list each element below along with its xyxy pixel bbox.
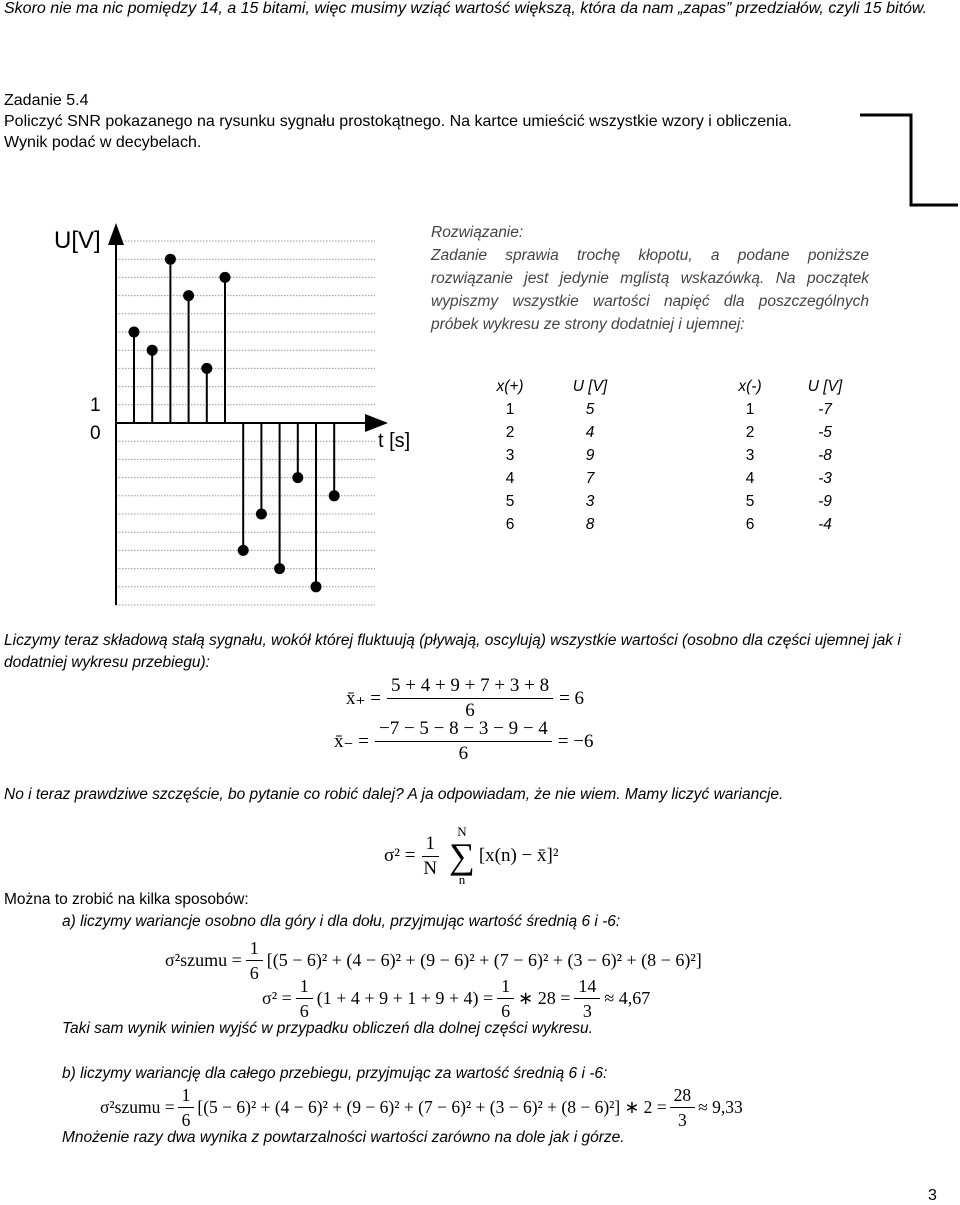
stem-marker bbox=[220, 272, 231, 283]
paragraph-methods: Można to zrobić na kilka sposobów: bbox=[4, 891, 249, 908]
mean-minus-denominator: 6 bbox=[458, 743, 469, 764]
mean-minus-rhs: = −6 bbox=[557, 730, 594, 752]
task-block bbox=[4, 90, 792, 153]
table-cell: 6 bbox=[745, 516, 755, 533]
table-cell: 3 bbox=[745, 447, 755, 464]
task-line-1: Policzyć SNR pokazanego na rysunku sygnału prostokątnego. Na kartce umieścić wszystkie wzory i obliczenia. bbox=[4, 113, 792, 130]
mean-plus-numerator: 5 + 4 + 9 + 7 + 3 + 8 bbox=[387, 674, 553, 699]
eq-a2-product: ∗ 28 = bbox=[518, 988, 571, 1008]
variance-lhs: σ² = bbox=[384, 845, 416, 866]
stem-marker bbox=[256, 509, 267, 520]
eq-a2-sum: (1 + 4 + 9 + 1 + 9 + 4) = bbox=[316, 988, 494, 1008]
paragraph-lower-part: Taki sam wynik winien wyjść w przypadku obliczeń dla dolnej części wykresu. bbox=[62, 1020, 593, 1037]
equation-mean-minus bbox=[334, 717, 593, 766]
eq-a1-lhs: σ²szumu = bbox=[165, 950, 242, 970]
sum-lower-limit: n bbox=[458, 872, 466, 887]
variance-body: [x(n) − x̄]² bbox=[478, 845, 559, 866]
eq-a1-denominator: 6 bbox=[249, 963, 259, 983]
task-title: Zadanie 5.4 bbox=[4, 92, 89, 109]
table-header-cell: U [V] bbox=[807, 378, 843, 395]
tick-label-0: 0 bbox=[90, 423, 101, 444]
y-axis-arrow bbox=[108, 223, 124, 245]
stem-marker bbox=[201, 363, 212, 374]
solution-text: Zadanie sprawia trochę kłopotu, a podane poniższe rozwiązanie jest jedynie mglistą wskazówką. Na początek wypiszmy wszystkie wartości napięć dla poszczególnych próbek wykresu ze strony dodatniej i ujemnej: bbox=[431, 247, 869, 333]
table-cell: 5 bbox=[505, 493, 515, 510]
stem-marker bbox=[329, 490, 340, 501]
eq-a2-numerator-3: 14 bbox=[574, 974, 600, 999]
table-cell: -5 bbox=[818, 424, 832, 441]
eq-b-denominator-2: 3 bbox=[678, 1110, 687, 1130]
equation-b bbox=[100, 1083, 743, 1132]
eq-a2-lhs: σ² = bbox=[262, 988, 292, 1008]
mean-plus-rhs: = 6 bbox=[559, 687, 585, 709]
eq-b-lhs: σ²szumu = bbox=[100, 1097, 175, 1117]
eq-a1-numerator: 1 bbox=[246, 936, 263, 961]
table-cell: -7 bbox=[818, 401, 832, 418]
table-header-cell: U [V] bbox=[572, 378, 608, 395]
eq-b-numerator: 1 bbox=[178, 1083, 195, 1108]
eq-b-body: [(5 − 6)² + (4 − 6)² + (9 − 6)² + (7 − 6)² + (3 − 6)² + (8 − 6)²] ∗ 2 = bbox=[197, 1097, 667, 1117]
table-cell: 1 bbox=[505, 401, 515, 418]
equation-variance bbox=[384, 825, 559, 887]
eq-b-numerator-2: 28 bbox=[670, 1083, 696, 1108]
stem-marker bbox=[165, 254, 176, 265]
solution-block bbox=[431, 221, 869, 336]
option-a-text: a) liczymy wariancje osobno dla góry i dla dołu, przyjmując wartość średnią 6 i -6: bbox=[62, 913, 621, 930]
mean-plus-denominator: 6 bbox=[465, 700, 475, 721]
table-cell: 5 bbox=[585, 401, 595, 418]
eq-b-denominator: 6 bbox=[181, 1110, 191, 1130]
task-line-2: Wynik podać w decybelach. bbox=[4, 134, 202, 151]
option-b-text: b) liczymy wariancję dla całego przebiegu, przyjmując za wartość średnią 6 i -6: bbox=[62, 1065, 608, 1082]
table-cell: 3 bbox=[585, 493, 595, 510]
table-cell: 2 bbox=[505, 424, 515, 441]
y-axis-label: U[V] bbox=[54, 227, 101, 254]
eq-a2-denominator: 6 bbox=[299, 1001, 309, 1021]
stem-plot bbox=[50, 215, 430, 610]
eq-a2-denominator-2: 6 bbox=[501, 1001, 511, 1021]
sum-symbol: N ∑ n bbox=[449, 824, 475, 887]
values-table bbox=[495, 378, 895, 558]
table-cell: -4 bbox=[818, 516, 832, 533]
eq-a2-numerator: 1 bbox=[296, 974, 313, 999]
eq-a2-denominator-3: 3 bbox=[582, 1001, 592, 1021]
table-cell: 7 bbox=[585, 470, 595, 487]
mean-minus-lhs: x̄₋ = bbox=[334, 731, 369, 752]
table-header-cell: x(-) bbox=[738, 378, 762, 395]
stem-marker bbox=[311, 581, 322, 592]
eq-b-result: ≈ 9,33 bbox=[698, 1097, 743, 1117]
variance-denominator: N bbox=[423, 857, 438, 879]
mean-minus-numerator: −7 − 5 − 8 − 3 − 9 − 4 bbox=[375, 717, 552, 742]
table-cell: 4 bbox=[585, 424, 595, 441]
eq-a1-body: [(5 − 6)² + (4 − 6)² + (9 − 6)² + (7 − 6)² + (3 − 6)² + (8 − 6)²] bbox=[266, 950, 702, 970]
eq-a2-result: ≈ 4,67 bbox=[604, 988, 651, 1008]
table-cell: 6 bbox=[505, 516, 515, 533]
tick-label-1: 1 bbox=[90, 395, 101, 416]
table-cell: 3 bbox=[505, 447, 515, 464]
rectangular-signal-icon bbox=[855, 108, 960, 212]
stem-marker bbox=[129, 327, 140, 338]
sum-upper-limit: N bbox=[457, 824, 467, 839]
table-cell: -9 bbox=[818, 493, 832, 510]
paragraph-doubling: Mnożenie razy dwa wynika z powtarzalności wartości zarówno na dole jak i górze. bbox=[62, 1129, 625, 1146]
stem-marker bbox=[147, 345, 158, 356]
mean-plus-lhs: x̄₊ = bbox=[346, 688, 381, 709]
variance-numerator: 1 bbox=[422, 832, 440, 857]
table-cell: 1 bbox=[745, 401, 755, 418]
stem-marker bbox=[274, 563, 285, 574]
page-number: 3 bbox=[928, 1187, 937, 1204]
paragraph-dc-component: Liczymy teraz składową stałą sygnału, wokół której fluktuują (pływają, oscylują) wszystkie wartości (osobno dla części ujemnej jak i dodatniej wykresu przebiegu): bbox=[4, 632, 901, 671]
table-cell: 4 bbox=[505, 470, 515, 487]
stem-marker bbox=[292, 472, 303, 483]
equation-mean-plus bbox=[346, 674, 584, 723]
table-cell: 8 bbox=[585, 516, 595, 533]
intro-paragraph: Skoro nie ma nic pomiędzy 14, a 15 bitami, więc musimy wziąć wartość większą, która da nam „zapas” przedziałów, czyli 15 bitów. bbox=[4, 0, 928, 17]
table-cell: 2 bbox=[745, 424, 755, 441]
table-cell: -3 bbox=[818, 470, 832, 487]
paragraph-variance-intro: No i teraz prawdziwe szczęście, bo pytanie co robić dalej? A ja odpowiadam, że nie wiem. Mamy liczyć wariancje. bbox=[4, 786, 784, 803]
table-cell: 5 bbox=[745, 493, 755, 510]
stem-marker bbox=[183, 290, 194, 301]
x-axis-label: t [s] bbox=[378, 430, 411, 452]
table-cell: 9 bbox=[585, 447, 595, 464]
stem-marker bbox=[238, 545, 249, 556]
table-cell: -8 bbox=[818, 447, 832, 464]
equation-a2 bbox=[262, 974, 650, 1023]
table-header-cell: x(+) bbox=[496, 378, 524, 395]
eq-a2-numerator-2: 1 bbox=[497, 974, 514, 999]
solution-heading: Rozwiązanie: bbox=[431, 224, 524, 241]
table-cell: 4 bbox=[745, 470, 755, 487]
